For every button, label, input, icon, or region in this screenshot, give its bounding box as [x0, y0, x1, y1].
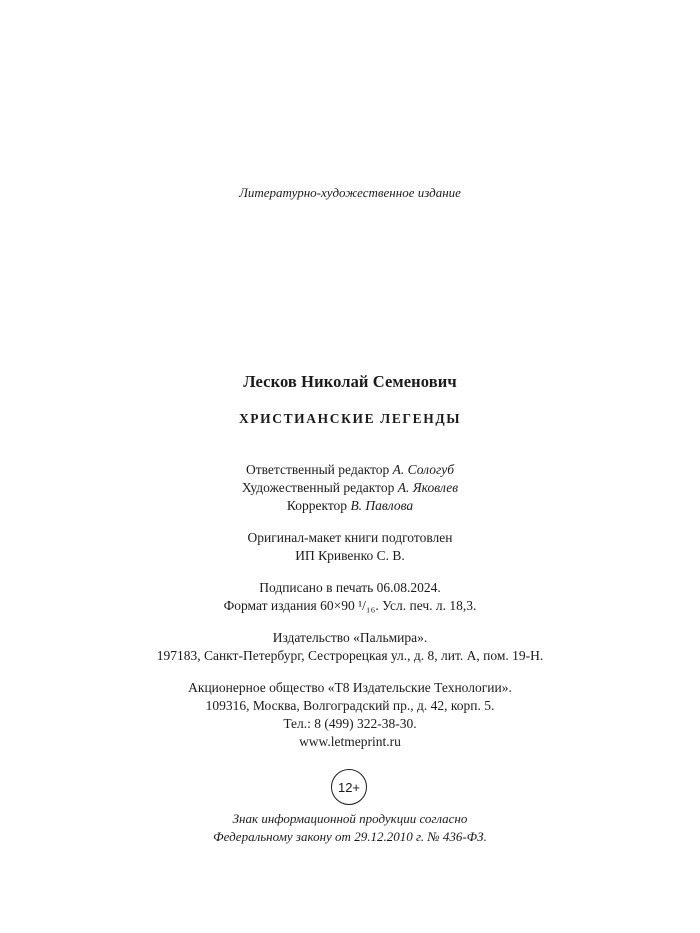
printer-name: Акционерное общество «Т8 Издательские Технологии». — [188, 680, 512, 695]
editors-credits — [0, 461, 700, 515]
layout-credits — [0, 529, 700, 565]
editor-line-responsible: Ответственный редактор А. Сологуб — [245, 462, 455, 477]
format-line: Формат издания 60×90 ¹/₁₆. Усл. печ. л. 18,3. — [223, 598, 477, 613]
layout-line: Оригинал-макет книги подготовлен — [247, 530, 453, 545]
printer-website: www.letmeprint.ru — [299, 734, 401, 749]
book-title: ХРИСТИАНСКИЕ ЛЕГЕНДЫ — [238, 411, 462, 426]
publisher-name: Издательство «Пальмира». — [272, 630, 428, 645]
printing-info — [0, 579, 700, 615]
notice-line: Федеральному закону от 29.12.2010 г. № 436-ФЗ. — [213, 829, 487, 844]
printer-address: 109316, Москва, Волгоградский пр., д. 42, корп. 5. — [205, 698, 495, 713]
age-rating-notice — [0, 810, 700, 846]
notice-line: Знак информационной продукции согласно — [232, 811, 468, 826]
editor-line-proofreader: Корректор В. Павлова — [286, 498, 414, 513]
layout-line: ИП Кривенко С. В. — [295, 548, 405, 563]
publisher-address: 197183, Санкт-Петербург, Сестрорецкая ул., д. 8, лит. А, пом. 19-Н. — [156, 648, 544, 663]
editor-line-art: Художественный редактор А. Яковлев — [241, 480, 459, 495]
signed-to-print-line: Подписано в печать 06.08.2024. — [259, 580, 441, 595]
publisher-info — [0, 629, 700, 665]
printer-phone: Тел.: 8 (499) 322-38-30. — [283, 716, 417, 731]
printer-info — [0, 679, 700, 751]
edition-type: Литературно-художественное издание — [239, 185, 461, 200]
age-rating-badge: 12+ — [331, 769, 367, 805]
book-author: Лесков Николай Семенович — [243, 372, 457, 391]
